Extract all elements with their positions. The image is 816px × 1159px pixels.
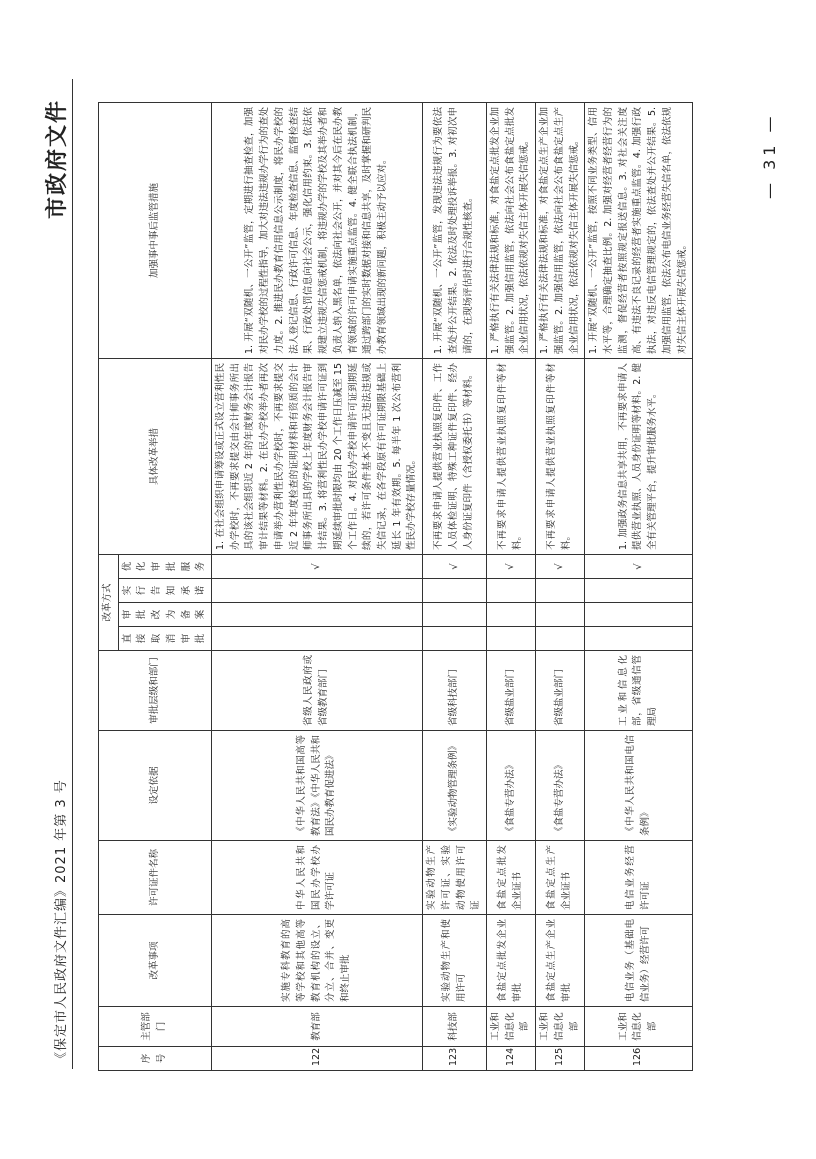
cell-measures: 1. 加强政务信息共享共用，不再要求申请人提供营业执照、人员身份证明等材料。2. 健全有关管理平台，提升审批服务水平。 bbox=[585, 358, 693, 554]
table-row bbox=[212, 102, 423, 1070]
cell-seq: 124 bbox=[486, 1047, 535, 1071]
cell-mode-optimize: √ bbox=[423, 554, 487, 578]
cell-level: 省级盐业部门 bbox=[536, 651, 585, 731]
cell-item: 实施专科教育的高等学校和其他高等教育机构的设立、分立、合并、变更和终止审批 bbox=[212, 915, 423, 1007]
cell-item: 食盐定点批发企业审批 bbox=[486, 915, 535, 1007]
cell-measures: 不再要求申请人提供营业执照复印件等材料。 bbox=[486, 358, 535, 554]
col-dept: 主管部门 bbox=[99, 1007, 212, 1047]
cell-basis: 《中华人民共和国高等教育法》《中华人民共和国民办教育促进法》 bbox=[212, 731, 423, 841]
header-rule bbox=[72, 79, 73, 1069]
cell-seq: 125 bbox=[536, 1047, 585, 1071]
cell-supervision: 1. 严格执行有关法律法规和标准，对食盐定点批发企业加强监管。2. 加强信用监管，依法向社会公布食盐定点批发企业信用状况，依法依规对失信主体开展失信惩戒。 bbox=[486, 102, 535, 358]
cell-basis: 《中华人民共和国电信条例》 bbox=[585, 731, 693, 841]
cell-item: 食盐定点生产企业审批 bbox=[536, 915, 585, 1007]
cell-mode-filing bbox=[585, 603, 693, 627]
cell-level: 省级人民政府或省级教育部门 bbox=[212, 651, 423, 731]
cell-license: 食盐定点生产企业证书 bbox=[536, 841, 585, 915]
col-basis: 设定依据 bbox=[99, 731, 212, 841]
cell-basis: 《实验动物管理条例》 bbox=[423, 731, 487, 841]
cell-basis: 《食盐专营办法》 bbox=[536, 731, 585, 841]
cell-dept: 教育部 bbox=[212, 1007, 423, 1047]
cell-mode-cancel bbox=[212, 627, 423, 651]
cell-item: 电信业务（基础电信业务）经营许可 bbox=[585, 915, 693, 1007]
cell-mode-cancel bbox=[585, 627, 693, 651]
col-mode-filing: 审批改为备案 bbox=[118, 603, 211, 627]
cell-mode-optimize: √ bbox=[585, 554, 693, 578]
cell-mode-promise bbox=[212, 579, 423, 603]
cell-level: 省级科技部门 bbox=[423, 651, 487, 731]
cell-mode-cancel bbox=[423, 627, 487, 651]
col-mode-cancel: 直接取消审批 bbox=[118, 627, 211, 651]
col-license: 许可证件名称 bbox=[99, 841, 212, 915]
cell-mode-optimize: √ bbox=[486, 554, 535, 578]
cell-mode-filing bbox=[423, 603, 487, 627]
cell-mode-promise bbox=[486, 579, 535, 603]
cell-mode-promise bbox=[423, 579, 487, 603]
cell-level: 工业和信息化部，省级通信管理局 bbox=[585, 651, 693, 731]
cell-license: 食盐定点批发企业证书 bbox=[486, 841, 535, 915]
cell-mode-filing bbox=[536, 603, 585, 627]
cell-mode-filing bbox=[212, 603, 423, 627]
cell-license: 电信业务经营许可证 bbox=[585, 841, 693, 915]
cell-dept: 工业和信息化部 bbox=[536, 1007, 585, 1047]
page-number: — 31 — bbox=[760, 112, 779, 199]
cell-mode-promise bbox=[536, 579, 585, 603]
cell-measures: 不再要求申请人提供营业执照复印件等材料。 bbox=[536, 358, 585, 554]
col-item: 改革事项 bbox=[99, 915, 212, 1007]
cell-measures: 1. 在社会组织申请筹设或正式设立营利性民办学校时，不再要求提交由会计师事务所出具的该社会组织近 2 年的年度财务会计报告审计结果等材料。2. 在民办学校举办者再次申请举办营利性民办学校时，不再要求提交近 2 年年度检查的证明材料和有资质的会计师事务所出具的学校上年度财务会计报告审计结果。3. 将营利性民办学校申请许可证到期延续审批时限均由 20 个工作日压减至 15 个工作日。4. 对民办学校申请许可证到期延续的，若许可条件基本不变且无违法违规或失信记录，在各学段原有许可证期限基础上延长 1 年有效期。5. 每半年 1 次公布营利性民办学校存量情况。 bbox=[212, 358, 423, 554]
cell-mode-optimize: √ bbox=[212, 554, 423, 578]
cell-mode-promise bbox=[585, 579, 693, 603]
cell-supervision: 1. 开展“双随机、一公开”监管，发现违法违规行为要依法查处并公开结果。2. 依法及时处理投诉举报。3. 对初次申请的，在现场评估时进行合规性核查。 bbox=[423, 102, 487, 358]
cell-mode-filing bbox=[486, 603, 535, 627]
cell-mode-optimize: √ bbox=[536, 554, 585, 578]
table-row bbox=[423, 102, 487, 1070]
cell-supervision: 1. 严格执行有关法律法规和标准，对食盐定点生产企业加强监管。2. 加强信用监管，依法向社会公布食盐定点生产企业信用状况，依法依规对失信主体开展失信惩戒。 bbox=[536, 102, 585, 358]
cell-dept: 工业和信息化部 bbox=[585, 1007, 693, 1047]
col-mode-group: 改革方式 bbox=[99, 554, 119, 650]
col-level: 审批层级和部门 bbox=[99, 651, 212, 731]
header-row bbox=[99, 102, 119, 1070]
table-row bbox=[536, 102, 585, 1070]
cell-mode-cancel bbox=[486, 627, 535, 651]
cell-seq: 122 bbox=[212, 1047, 423, 1071]
cell-supervision: 1. 开展“双随机、一公开”监管，按照不同业务类型、信用水平等，合理确定抽查比例。2. 加强对经营者经营行为的监测，督促经营者按照规定报送信息。3. 对社会关注度高、有违法不良记录的经营者实施重点监管。4. 加强行政执法，对违反电信管理规定的，依法查处并公开结果。5. 加强信用监管，依法公布电信业务经营失信名单，依法依规对失信主体开展失信惩戒。 bbox=[585, 102, 693, 358]
cell-dept: 科技部 bbox=[423, 1007, 487, 1047]
cell-seq: 126 bbox=[585, 1047, 693, 1071]
table-row bbox=[486, 102, 535, 1070]
cell-measures: 不再要求申请人提供营业执照复印件、工作人员体检证明、特殊工种证件复印件、经办人身份证复印件（含授权委托书）等材料。 bbox=[423, 358, 487, 554]
cell-mode-cancel bbox=[536, 627, 585, 651]
section-title: 市政府文件 bbox=[45, 98, 70, 219]
cell-dept: 工业和信息化部 bbox=[486, 1007, 535, 1047]
table-body bbox=[212, 102, 693, 1070]
cell-basis: 《食盐专营办法》 bbox=[486, 731, 535, 841]
col-mode-optimize: 优化审批服务 bbox=[118, 554, 211, 578]
col-seq: 序号 bbox=[99, 1047, 212, 1071]
col-mode-promise: 实行告知承诺 bbox=[118, 579, 211, 603]
cell-level: 省级盐业部门 bbox=[486, 651, 535, 731]
col-measures: 具体改革举措 bbox=[99, 358, 212, 554]
cell-license: 实验动物生产许可证、实验动物使用许可证 bbox=[423, 841, 487, 915]
cell-license: 中华人民共和国民办学校办学许可证 bbox=[212, 841, 423, 915]
publication-title: 《保定市人民政府文件汇编》2021 年第 3 号 bbox=[54, 779, 69, 1065]
cell-supervision: 1. 开展“双随机、一公开”监管，定期进行抽查检查，加强对民办学校的过程性指导，加大对违法违规办学行为的查处力度。2. 推进民办教育信用信息公示制度，将民办学校的法人登记信息、行政许可信息、年度检查信息、监督检查结果、行政处罚信息向社会公示，强化信用约束。3. 依法依规建立违规失信惩戒机制，将违规办学的学校及其举办者和负责人纳入黑名单，依法向社会公开，并对其今后在民办教育领域的许可申请实施重点监管。4. 健全联合执法机制，通过跨部门的实时数据对接和信息共享，及时掌握和研判民办教育领域出现的新问题，积极主动予以应对。 bbox=[212, 102, 423, 358]
cell-seq: 123 bbox=[423, 1047, 487, 1071]
col-supervision: 加强事中事后监管措施 bbox=[99, 102, 212, 358]
table-row bbox=[585, 102, 693, 1070]
cell-item: 实验动物生产和使用许可 bbox=[423, 915, 487, 1007]
reform-table bbox=[98, 102, 693, 1071]
